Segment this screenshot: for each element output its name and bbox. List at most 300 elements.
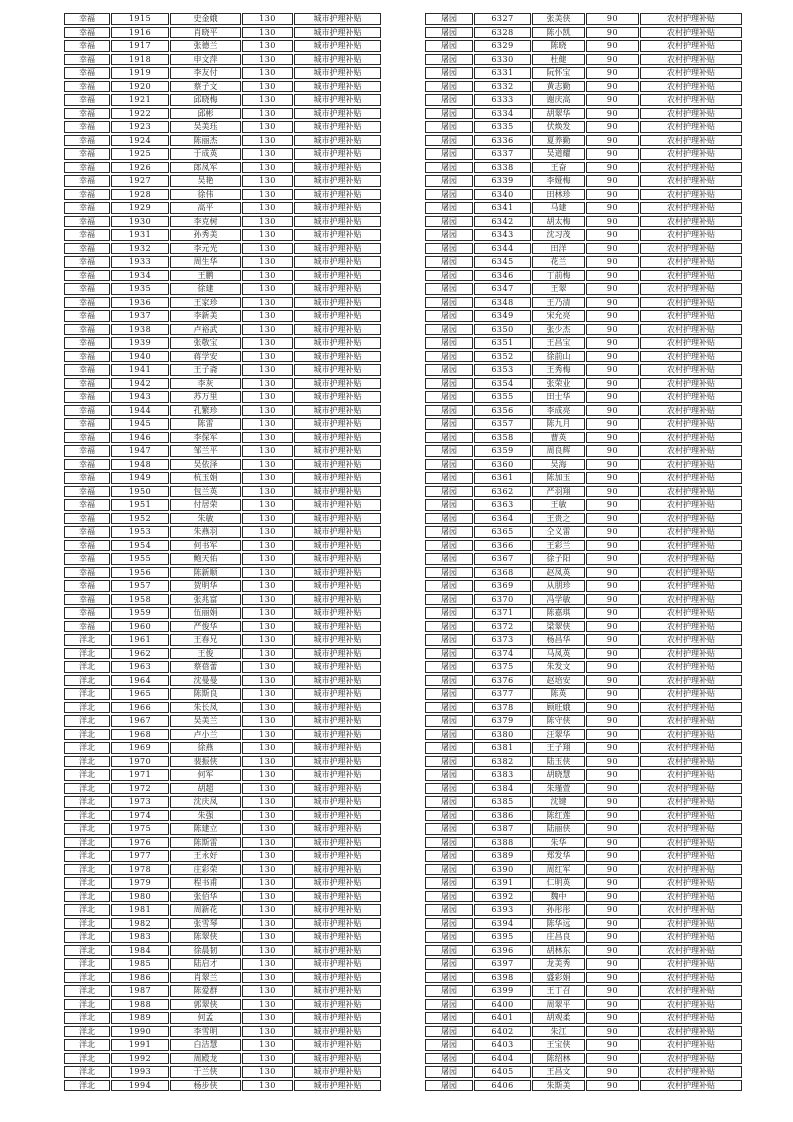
serial-number-cell: 1957: [111, 580, 169, 592]
serial-number-cell: 1958: [111, 594, 169, 606]
table-row: [64, 742, 381, 754]
subsidy-type-cell: 农村护理补贴: [640, 472, 742, 484]
person-name-cell: 王子斋: [170, 364, 241, 376]
serial-number-cell: 6385: [474, 796, 531, 808]
subsidy-type-cell: 农村护理补贴: [640, 459, 742, 471]
amount-cell: 130: [242, 499, 293, 511]
region-cell: 幸福: [64, 607, 110, 619]
serial-number-cell: 6372: [474, 621, 531, 633]
serial-number-cell: 6393: [474, 904, 531, 916]
amount-cell: 130: [242, 837, 293, 849]
subsidy-type-cell: 农村护理补贴: [640, 81, 742, 93]
serial-number-cell: 6376: [474, 675, 531, 687]
region-cell: 屠园: [425, 1026, 473, 1038]
amount-cell: 130: [242, 229, 293, 241]
serial-number-cell: 6358: [474, 432, 531, 444]
subsidy-type-cell: 农村护理补贴: [640, 297, 742, 309]
person-name-cell: 陈新顺: [170, 567, 241, 579]
serial-number-cell: 1926: [111, 162, 169, 174]
serial-number-cell: 6403: [474, 1039, 531, 1051]
table-row: [425, 513, 742, 525]
region-cell: 屠园: [425, 837, 473, 849]
amount-cell: 130: [242, 459, 293, 471]
amount-cell: 90: [586, 729, 639, 741]
serial-number-cell: 6351: [474, 337, 531, 349]
person-name-cell: 陈九月: [532, 418, 585, 430]
subsidy-type-cell: 城市护理补贴: [294, 148, 381, 160]
serial-number-cell: 1928: [111, 189, 169, 201]
serial-number-cell: 1946: [111, 432, 169, 444]
serial-number-cell: 1976: [111, 837, 169, 849]
person-name-cell: 陈英: [532, 688, 585, 700]
person-name-cell: 胡太梅: [532, 216, 585, 228]
region-cell: 幸福: [64, 67, 110, 79]
person-name-cell: 赵凤英: [532, 567, 585, 579]
amount-cell: 130: [242, 486, 293, 498]
serial-number-cell: 1982: [111, 918, 169, 930]
region-cell: 幸福: [64, 270, 110, 282]
person-name-cell: 何书军: [170, 540, 241, 552]
amount-cell: 130: [242, 931, 293, 943]
subsidy-type-cell: 城市护理补贴: [294, 958, 381, 970]
amount-cell: 90: [586, 405, 639, 417]
amount-cell: 90: [586, 958, 639, 970]
serial-number-cell: 6378: [474, 702, 531, 714]
person-name-cell: 朱敏: [170, 513, 241, 525]
region-cell: 屠园: [425, 769, 473, 781]
table-row: [425, 337, 742, 349]
region-cell: 屠园: [425, 256, 473, 268]
subsidy-type-cell: 农村护理补贴: [640, 486, 742, 498]
region-cell: 屠园: [425, 931, 473, 943]
region-cell: 洋北: [64, 945, 110, 957]
region-cell: 屠园: [425, 688, 473, 700]
person-name-cell: 胡林东: [532, 945, 585, 957]
region-cell: 幸福: [64, 148, 110, 160]
table-row: [64, 702, 381, 714]
table-row: [425, 13, 742, 25]
amount-cell: 90: [586, 364, 639, 376]
person-name-cell: 陈加玉: [532, 472, 585, 484]
subsidy-type-cell: 农村护理补贴: [640, 418, 742, 430]
table-row: [425, 580, 742, 592]
person-name-cell: 曹英: [532, 432, 585, 444]
person-name-cell: 蔡子文: [170, 81, 241, 93]
serial-number-cell: 6353: [474, 364, 531, 376]
amount-cell: 90: [586, 985, 639, 997]
person-name-cell: 陈嘉琪: [532, 607, 585, 619]
amount-cell: 130: [242, 364, 293, 376]
region-cell: 幸福: [64, 418, 110, 430]
serial-number-cell: 6328: [474, 27, 531, 39]
table-row: [64, 445, 381, 457]
region-cell: 洋北: [64, 742, 110, 754]
serial-number-cell: 6402: [474, 1026, 531, 1038]
amount-cell: 130: [242, 175, 293, 187]
amount-cell: 130: [242, 864, 293, 876]
region-cell: 屠园: [425, 94, 473, 106]
table-row: [425, 81, 742, 93]
region-cell: 屠园: [425, 1066, 473, 1078]
table-row: [64, 958, 381, 970]
region-cell: 屠园: [425, 810, 473, 822]
person-name-cell: 陆启才: [170, 958, 241, 970]
subsidy-type-cell: 城市护理补贴: [294, 999, 381, 1011]
amount-cell: 130: [242, 67, 293, 79]
amount-cell: 90: [586, 1039, 639, 1051]
amount-cell: 90: [586, 297, 639, 309]
amount-cell: 90: [586, 567, 639, 579]
table-row: [64, 175, 381, 187]
amount-cell: 90: [586, 742, 639, 754]
serial-number-cell: 6361: [474, 472, 531, 484]
serial-number-cell: 1934: [111, 270, 169, 282]
subsidy-type-cell: 城市护理补贴: [294, 297, 381, 309]
amount-cell: 90: [586, 472, 639, 484]
amount-cell: 130: [242, 310, 293, 322]
region-cell: 洋北: [64, 715, 110, 727]
person-name-cell: 朱长凤: [170, 702, 241, 714]
amount-cell: 90: [586, 40, 639, 52]
table-row: [425, 67, 742, 79]
person-name-cell: 胡观柔: [532, 1012, 585, 1024]
person-name-cell: 仝义雷: [532, 526, 585, 538]
table-row: [425, 783, 742, 795]
amount-cell: 90: [586, 702, 639, 714]
person-name-cell: 陆丽侠: [532, 823, 585, 835]
serial-number-cell: 1974: [111, 810, 169, 822]
table-row: [64, 553, 381, 565]
person-name-cell: 邹兰平: [170, 445, 241, 457]
table-row: [64, 283, 381, 295]
region-cell: 屠园: [425, 715, 473, 727]
subsidy-type-cell: 农村护理补贴: [640, 877, 742, 889]
subsidy-type-cell: 城市护理补贴: [294, 310, 381, 322]
subsidy-type-cell: 农村护理补贴: [640, 526, 742, 538]
person-name-cell: 何孟: [170, 1012, 241, 1024]
serial-number-cell: 1915: [111, 13, 169, 25]
subsidy-type-cell: 城市护理补贴: [294, 864, 381, 876]
table-row: [64, 256, 381, 268]
table-row: [425, 1080, 742, 1092]
region-cell: 幸福: [64, 553, 110, 565]
subsidy-type-cell: 城市护理补贴: [294, 216, 381, 228]
serial-number-cell: 6340: [474, 189, 531, 201]
person-name-cell: 花兰: [532, 256, 585, 268]
subsidy-type-cell: 农村护理补贴: [640, 675, 742, 687]
person-name-cell: 梁翠侠: [532, 621, 585, 633]
serial-number-cell: 1963: [111, 661, 169, 673]
subsidy-type-cell: 农村护理补贴: [640, 958, 742, 970]
region-cell: 洋北: [64, 877, 110, 889]
person-name-cell: 魏中: [532, 891, 585, 903]
person-name-cell: 李友付: [170, 67, 241, 79]
person-name-cell: 朱强: [170, 810, 241, 822]
region-cell: 屠园: [425, 148, 473, 160]
serial-number-cell: 6400: [474, 999, 531, 1011]
amount-cell: 90: [586, 810, 639, 822]
region-cell: 幸福: [64, 378, 110, 390]
serial-number-cell: 6389: [474, 850, 531, 862]
amount-cell: 130: [242, 108, 293, 120]
subsidy-type-cell: 城市护理补贴: [294, 121, 381, 133]
serial-number-cell: 1971: [111, 769, 169, 781]
person-name-cell: 徐伟: [170, 189, 241, 201]
region-cell: 洋北: [64, 985, 110, 997]
serial-number-cell: 1970: [111, 756, 169, 768]
person-name-cell: 杨步侠: [170, 1080, 241, 1092]
subsidy-type-cell: 农村护理补贴: [640, 904, 742, 916]
amount-cell: 130: [242, 850, 293, 862]
subsidy-type-cell: 城市护理补贴: [294, 823, 381, 835]
amount-cell: 90: [586, 13, 639, 25]
serial-number-cell: 1980: [111, 891, 169, 903]
table-row: [64, 1026, 381, 1038]
serial-number-cell: 1952: [111, 513, 169, 525]
serial-number-cell: 6373: [474, 634, 531, 646]
region-cell: 屠园: [425, 499, 473, 511]
region-cell: 洋北: [64, 810, 110, 822]
subsidy-type-cell: 农村护理补贴: [640, 310, 742, 322]
amount-cell: 90: [586, 486, 639, 498]
subsidy-type-cell: 农村护理补贴: [640, 634, 742, 646]
region-cell: 屠园: [425, 958, 473, 970]
person-name-cell: 陈斯雷: [170, 837, 241, 849]
region-cell: 屠园: [425, 607, 473, 619]
person-name-cell: 陈爱群: [170, 985, 241, 997]
serial-number-cell: 6397: [474, 958, 531, 970]
table-row: [64, 796, 381, 808]
amount-cell: 130: [242, 378, 293, 390]
table-row: [425, 634, 742, 646]
serial-number-cell: 1981: [111, 904, 169, 916]
table-row: [64, 1066, 381, 1078]
serial-number-cell: 6330: [474, 54, 531, 66]
table-row: [64, 486, 381, 498]
person-name-cell: 高平: [170, 202, 241, 214]
region-cell: 洋北: [64, 796, 110, 808]
amount-cell: 130: [242, 553, 293, 565]
amount-cell: 90: [586, 648, 639, 660]
table-row: [425, 486, 742, 498]
serial-number-cell: 6333: [474, 94, 531, 106]
table-row: [64, 648, 381, 660]
serial-number-cell: 1916: [111, 27, 169, 39]
region-cell: 幸福: [64, 364, 110, 376]
region-cell: 幸福: [64, 202, 110, 214]
amount-cell: 130: [242, 337, 293, 349]
person-name-cell: 孔繁珍: [170, 405, 241, 417]
person-name-cell: 张兆富: [170, 594, 241, 606]
region-cell: 幸福: [64, 256, 110, 268]
table-row: [64, 391, 381, 403]
person-name-cell: 陈建立: [170, 823, 241, 835]
serial-number-cell: 6346: [474, 270, 531, 282]
subsidy-type-cell: 农村护理补贴: [640, 432, 742, 444]
amount-cell: 90: [586, 688, 639, 700]
person-name-cell: 张佰华: [170, 891, 241, 903]
amount-cell: 130: [242, 1039, 293, 1051]
serial-number-cell: 6369: [474, 580, 531, 592]
subsidy-type-cell: 农村护理补贴: [640, 567, 742, 579]
serial-number-cell: 6377: [474, 688, 531, 700]
serial-number-cell: 1939: [111, 337, 169, 349]
subsidy-type-cell: 城市护理补贴: [294, 243, 381, 255]
city-care-subsidy-table: [63, 11, 382, 1093]
amount-cell: 90: [586, 972, 639, 984]
region-cell: 洋北: [64, 729, 110, 741]
serial-number-cell: 1923: [111, 121, 169, 133]
subsidy-type-cell: 城市护理补贴: [294, 1066, 381, 1078]
amount-cell: 90: [586, 891, 639, 903]
amount-cell: 90: [586, 580, 639, 592]
subsidy-type-cell: 城市护理补贴: [294, 702, 381, 714]
amount-cell: 90: [586, 621, 639, 633]
table-row: [425, 958, 742, 970]
table-row: [64, 418, 381, 430]
table-row: [64, 378, 381, 390]
region-cell: 屠园: [425, 796, 473, 808]
table-row: [425, 418, 742, 430]
region-cell: 屠园: [425, 972, 473, 984]
person-name-cell: 李灰: [170, 378, 241, 390]
subsidy-type-cell: 农村护理补贴: [640, 67, 742, 79]
table-row: [425, 148, 742, 160]
serial-number-cell: 6349: [474, 310, 531, 322]
person-name-cell: 庄昌良: [532, 931, 585, 943]
amount-cell: 130: [242, 135, 293, 147]
person-name-cell: 田林珍: [532, 189, 585, 201]
region-cell: 幸福: [64, 297, 110, 309]
table-row: [64, 756, 381, 768]
amount-cell: 90: [586, 526, 639, 538]
serial-number-cell: 1964: [111, 675, 169, 687]
serial-number-cell: 1949: [111, 472, 169, 484]
subsidy-type-cell: 城市护理补贴: [294, 13, 381, 25]
region-cell: 幸福: [64, 216, 110, 228]
table-row: [425, 985, 742, 997]
serial-number-cell: 6348: [474, 297, 531, 309]
amount-cell: 130: [242, 648, 293, 660]
amount-cell: 90: [586, 607, 639, 619]
serial-number-cell: 6355: [474, 391, 531, 403]
amount-cell: 130: [242, 13, 293, 25]
amount-cell: 90: [586, 769, 639, 781]
serial-number-cell: 1994: [111, 1080, 169, 1092]
region-cell: 屠园: [425, 756, 473, 768]
person-name-cell: 徐晨韧: [170, 945, 241, 957]
amount-cell: 90: [586, 540, 639, 552]
serial-number-cell: 6337: [474, 148, 531, 160]
amount-cell: 130: [242, 661, 293, 673]
person-name-cell: 谢庆高: [532, 94, 585, 106]
amount-cell: 130: [242, 27, 293, 39]
amount-cell: 130: [242, 1080, 293, 1092]
table-row: [425, 904, 742, 916]
table-row: [425, 243, 742, 255]
table-row: [64, 540, 381, 552]
amount-cell: 130: [242, 729, 293, 741]
serial-number-cell: 1933: [111, 256, 169, 268]
table-row: [425, 702, 742, 714]
table-row: [425, 796, 742, 808]
person-name-cell: 沈庆凤: [170, 796, 241, 808]
region-cell: 屠园: [425, 364, 473, 376]
region-cell: 洋北: [64, 783, 110, 795]
subsidy-type-cell: 农村护理补贴: [640, 499, 742, 511]
subsidy-type-cell: 城市护理补贴: [294, 931, 381, 943]
person-name-cell: 吴美兰: [170, 715, 241, 727]
subsidy-type-cell: 城市护理补贴: [294, 459, 381, 471]
amount-cell: 130: [242, 540, 293, 552]
amount-cell: 90: [586, 256, 639, 268]
region-cell: 幸福: [64, 81, 110, 93]
subsidy-type-cell: 城市护理补贴: [294, 40, 381, 52]
serial-number-cell: 6371: [474, 607, 531, 619]
table-row: [64, 148, 381, 160]
subsidy-type-cell: 城市护理补贴: [294, 337, 381, 349]
subsidy-type-cell: 农村护理补贴: [640, 999, 742, 1011]
region-cell: 幸福: [64, 310, 110, 322]
region-cell: 洋北: [64, 675, 110, 687]
serial-number-cell: 6406: [474, 1080, 531, 1092]
region-cell: 幸福: [64, 526, 110, 538]
region-cell: 屠园: [425, 243, 473, 255]
serial-number-cell: 6345: [474, 256, 531, 268]
subsidy-type-cell: 农村护理补贴: [640, 891, 742, 903]
person-name-cell: 顾旺娥: [532, 702, 585, 714]
serial-number-cell: 6381: [474, 742, 531, 754]
table-row: [64, 931, 381, 943]
region-cell: 幸福: [64, 175, 110, 187]
subsidy-type-cell: 城市护理补贴: [294, 661, 381, 673]
person-name-cell: 马建: [532, 202, 585, 214]
serial-number-cell: 1973: [111, 796, 169, 808]
amount-cell: 90: [586, 135, 639, 147]
region-cell: 幸福: [64, 243, 110, 255]
serial-number-cell: 6375: [474, 661, 531, 673]
subsidy-type-cell: 农村护理补贴: [640, 850, 742, 862]
table-row: [64, 121, 381, 133]
person-name-cell: 王春兄: [170, 634, 241, 646]
person-name-cell: 王彩兰: [532, 540, 585, 552]
table-row: [64, 13, 381, 25]
amount-cell: 90: [586, 175, 639, 187]
person-name-cell: 王翠: [532, 283, 585, 295]
amount-cell: 90: [586, 796, 639, 808]
amount-cell: 90: [586, 877, 639, 889]
amount-cell: 130: [242, 702, 293, 714]
region-cell: 幸福: [64, 594, 110, 606]
serial-number-cell: 6374: [474, 648, 531, 660]
person-name-cell: 王子翔: [532, 742, 585, 754]
person-name-cell: 徐前山: [532, 351, 585, 363]
serial-number-cell: 1929: [111, 202, 169, 214]
person-name-cell: 沈习茂: [532, 229, 585, 241]
amount-cell: 130: [242, 94, 293, 106]
amount-cell: 90: [586, 148, 639, 160]
amount-cell: 130: [242, 432, 293, 444]
serial-number-cell: 6359: [474, 445, 531, 457]
person-name-cell: 周红军: [532, 864, 585, 876]
region-cell: 洋北: [64, 1012, 110, 1024]
region-cell: 洋北: [64, 1039, 110, 1051]
person-name-cell: 庄彩荣: [170, 864, 241, 876]
subsidy-type-cell: 农村护理补贴: [640, 54, 742, 66]
subsidy-type-cell: 城市护理补贴: [294, 432, 381, 444]
person-name-cell: 张荣业: [532, 378, 585, 390]
subsidy-type-cell: 城市护理补贴: [294, 810, 381, 822]
